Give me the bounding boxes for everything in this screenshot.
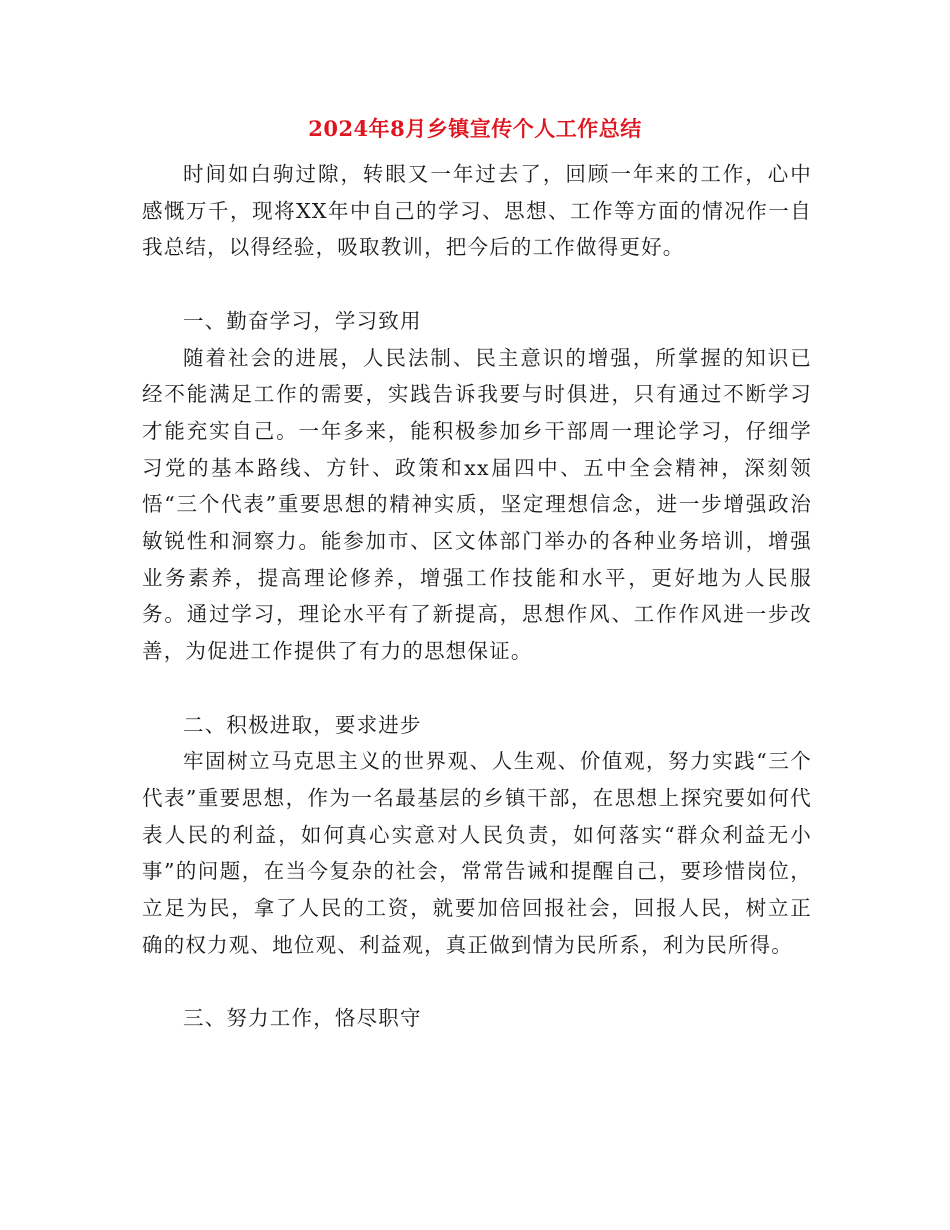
paragraph-spacer — [142, 670, 812, 707]
section-body-2: 牢固树立马克思主义的世界观、人生观、价值观，努力实践“三个代表”重要思想，作为一名最基层的乡镇干部，在思想上探究要如何代表人民的利益，如何真心实意对人民负责，如何落实“群众利益无小事”的问题，在当今复杂的社会，常常告诫和提醒自己，要珍惜岗位，立足为民，拿了人民的工资，就要加倍回报社会，回报人民，树立正确的权力观、地位观、利益观，真正做到情为民所系，利为民所得。 — [142, 749, 812, 957]
paragraph-spacer — [142, 266, 812, 303]
intro-paragraph: 时间如白驹过隙，转眼又一年过去了，回顾一年来的工作，心中感慨万千，现将XX年中自己的学习、思想、工作等方面的情况作一自我总结，以得经验，吸取教训，把今后的工作做得更好。 — [142, 162, 812, 260]
document-body — [142, 156, 812, 1037]
section-heading-1: 一、勤奋学习，学习致用 — [183, 308, 422, 333]
section-body-1: 随着社会的进展，人民法制、民主意识的增强，所掌握的知识已经不能满足工作的需要，实践告诉我要与时俱进，只有通过不断学习才能充实自己。一年多来，能积极参加乡干部周一理论学习，仔细学习党的基本路线、方针、政策和xx届四中、五中全会精神，深刻领悟“三个代表”重要思想的精神实质，坚定理想信念，进一步增强政治敏锐性和洞察力。能参加市、区文体部门举办的各种业务培训，增强业务素养，提高理论修养，增强工作技能和水平，更好地为人民服务。通过学习，理论水平有了新提高，思想作风、工作作风进一步改善，为促进工作提供了有力的思想保证。 — [142, 345, 812, 664]
document-title: 2024年8月乡镇宣传个人工作总结 — [308, 116, 642, 141]
section-heading-2: 二、积极进取，要求进步 — [183, 712, 422, 737]
section-heading-3: 三、努力工作，恪尽职守 — [183, 1006, 422, 1031]
paragraph-spacer — [142, 963, 812, 1000]
